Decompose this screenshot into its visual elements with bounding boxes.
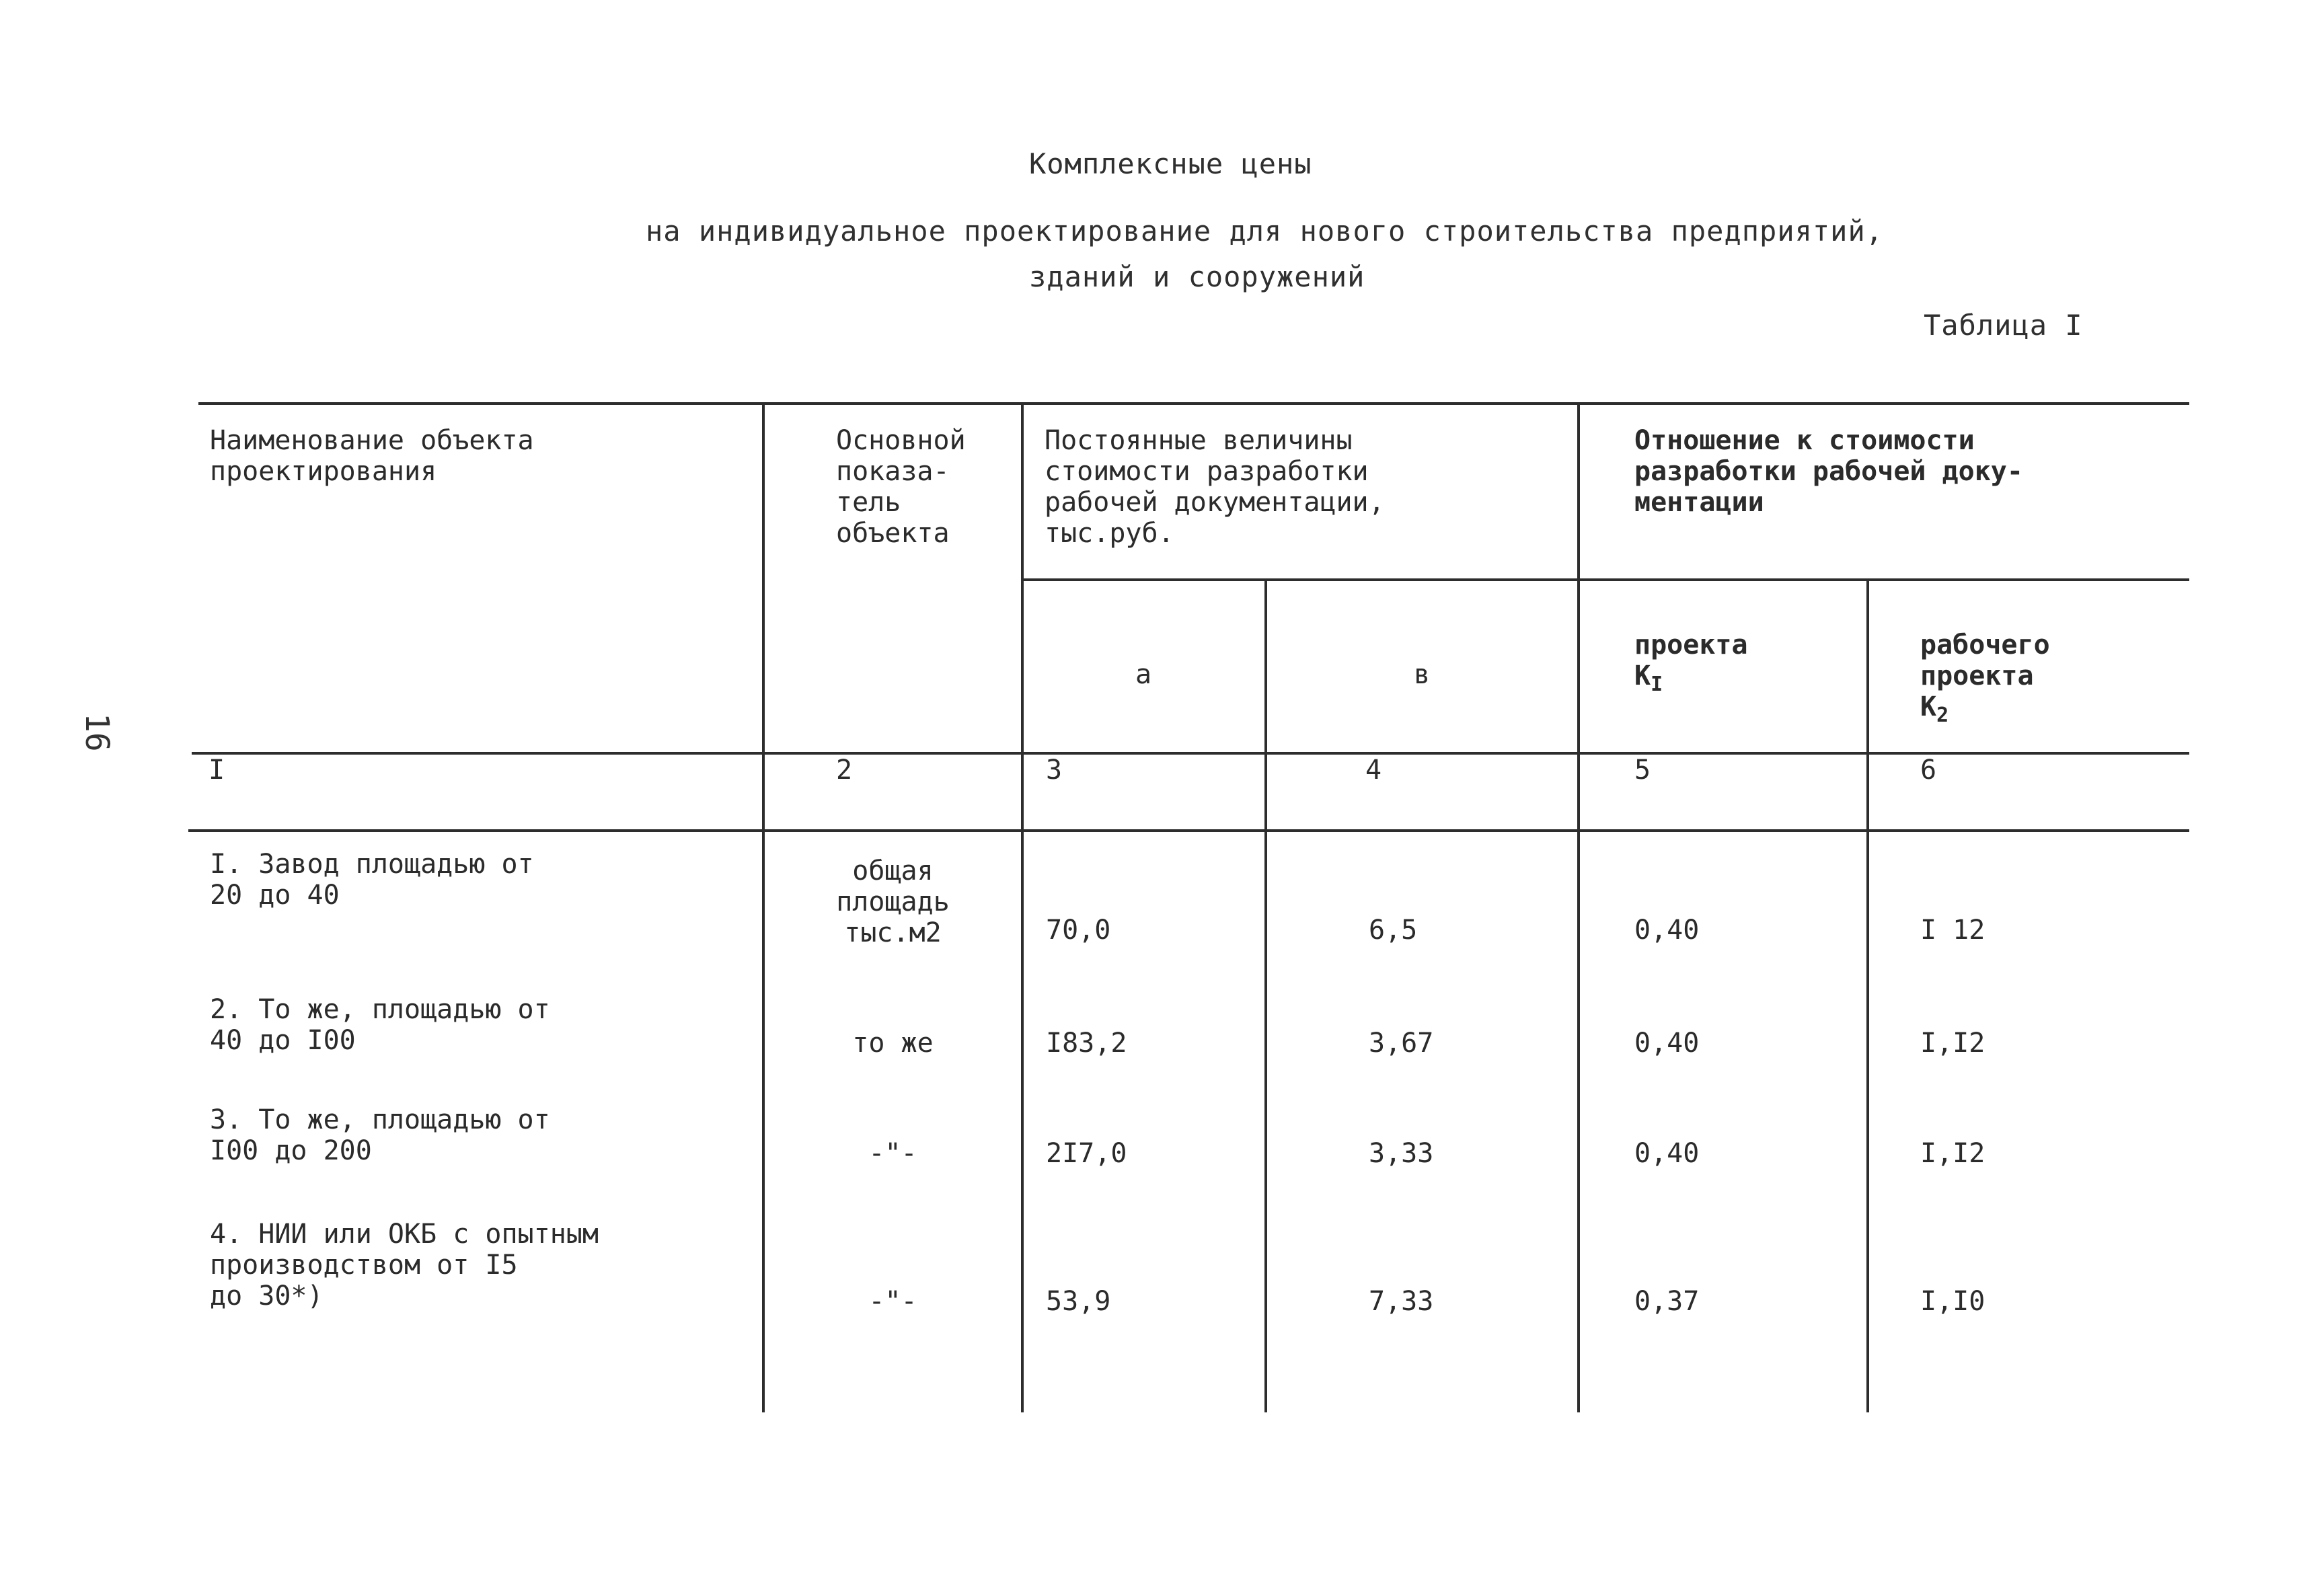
row-3-value-a: 2I7,0 [1046, 1138, 1127, 1169]
table-top-line [198, 402, 2189, 405]
header-main-indicator: Основной показа- тель объекта [836, 425, 966, 549]
col-divider-2 [1021, 404, 1024, 1412]
header-col-k1 [1634, 599, 1748, 700]
row-2-k1: 0,40 [1634, 1028, 1700, 1059]
row-4-value-a: 53,9 [1046, 1286, 1111, 1317]
column-numbers-bottom-line [188, 829, 2189, 832]
row-1-value-b: 6,5 [1369, 915, 1418, 946]
column-number-1: I [209, 755, 225, 786]
header-cost-ratio: Отношение к стоимости разработки рабочей доку- ментации [1634, 425, 2023, 518]
column-number-6: 6 [1920, 755, 1937, 786]
col-divider-1 [762, 404, 765, 1412]
document-subtitle-line1: на индивидуальное проектирование для нового строительства предприятий, [646, 215, 1884, 248]
header-bottom-line [192, 752, 2189, 755]
header-col-k2-subscript: 2 [1936, 704, 1949, 727]
row-2-k2: I,I2 [1920, 1028, 1985, 1059]
row-3-k1: 0,40 [1634, 1138, 1700, 1169]
header-col-b: в [1413, 659, 1431, 690]
row-2-value-a: I83,2 [1046, 1028, 1127, 1059]
row-3-value-b: 3,33 [1369, 1138, 1434, 1169]
row-1-value-a: 70,0 [1046, 915, 1111, 946]
row-1-k1: 0,40 [1634, 915, 1700, 946]
row-4-name: 4. НИИ или ОКБ с опытным производством от I5 до 30*) [210, 1219, 599, 1312]
column-number-2: 2 [836, 755, 853, 786]
col-divider-5 [1866, 580, 1869, 1412]
header-constant-values: Постоянные величины стоимости разработки рабочей документации, тыс.руб. [1045, 425, 1385, 549]
header-col-k2-label: рабочего проекта К [1920, 630, 2050, 722]
col-divider-3 [1264, 580, 1267, 1412]
header-col-k2 [1920, 599, 2050, 731]
header-col-k1-subscript: I [1651, 673, 1663, 696]
document-subtitle-line2: зданий и сооружений [1029, 260, 1365, 293]
page-number: 16 [78, 713, 116, 752]
row-4-k1: 0,37 [1634, 1286, 1700, 1317]
header-col-k1-label: проекта К [1634, 630, 1748, 691]
document-title: Комплексные цены [1029, 147, 1312, 180]
row-3-k2: I,I2 [1920, 1138, 1985, 1169]
column-number-5: 5 [1634, 755, 1651, 786]
row-2-value-b: 3,67 [1369, 1028, 1434, 1059]
col-divider-4 [1577, 404, 1580, 1412]
row-2-indicator: то же [852, 1028, 934, 1059]
row-3-indicator: -"- [868, 1138, 917, 1169]
column-number-4: 4 [1365, 755, 1382, 786]
column-number-3: 3 [1046, 755, 1063, 786]
row-3-name: 3. То же, площадью от I00 до 200 [210, 1104, 550, 1166]
row-1-name: I. Завод площадью от 20 до 40 [210, 849, 534, 911]
row-4-indicator: -"- [868, 1286, 917, 1317]
row-4-k2: I,I0 [1920, 1286, 1985, 1317]
header-col-a: а [1135, 659, 1152, 690]
group-header-divider [1022, 578, 2189, 581]
header-object-name: Наименование объекта проектирования [210, 425, 534, 487]
row-2-name: 2. То же, площадью от 40 до I00 [210, 994, 550, 1056]
row-1-indicator: общая площадь тыс.м2 [836, 856, 950, 948]
row-1-k2: I 12 [1920, 915, 1985, 946]
row-4-value-b: 7,33 [1369, 1286, 1434, 1317]
table-label: Таблица I [1924, 309, 2083, 342]
